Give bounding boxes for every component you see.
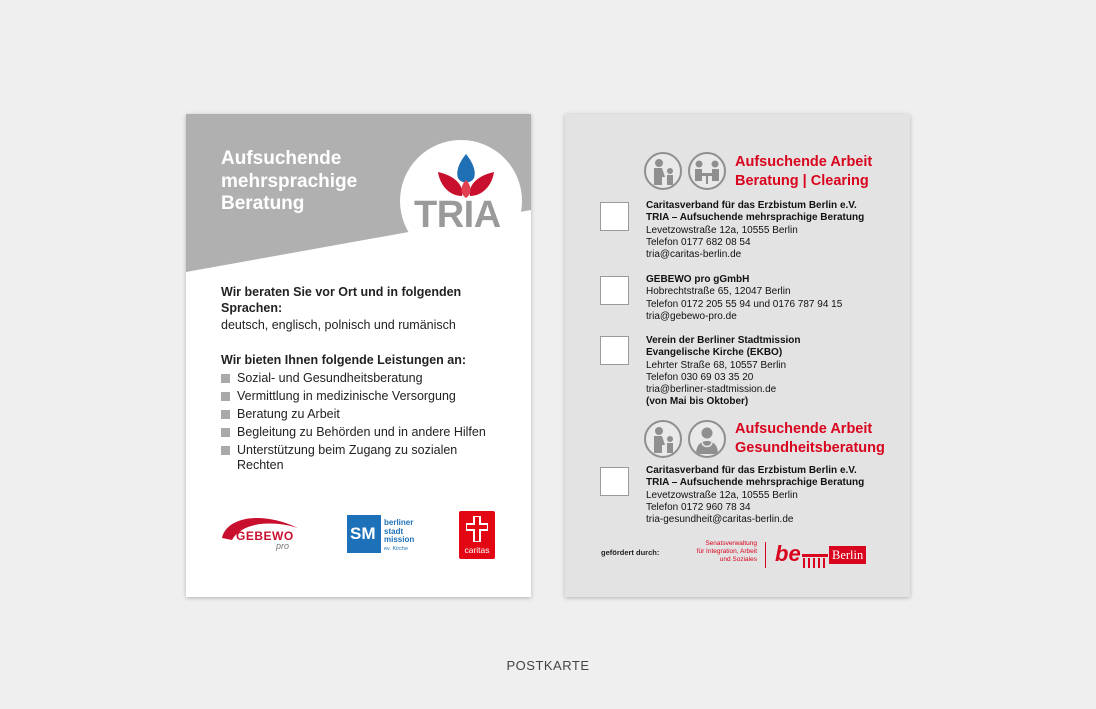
bullet-square-icon — [221, 446, 230, 455]
entry-address: Hobrechtstraße 65, 12047 Berlin — [646, 286, 791, 298]
consultation-table-icon — [688, 152, 726, 190]
entry-org: TRIA – Aufsuchende mehrsprachige Beratung — [646, 477, 865, 489]
title-line: mehrsprachige — [221, 170, 358, 192]
postcard-back — [565, 114, 910, 597]
gebewo-logo — [220, 512, 300, 556]
bullet-square-icon — [221, 410, 230, 419]
entry-org: GEBEWO pro gGmbH — [646, 274, 750, 285]
brandenburg-gate-icon — [802, 554, 828, 568]
entry-checkbox[interactable] — [600, 202, 629, 231]
entry-address: Lehrter Straße 68, 10557 Berlin — [646, 359, 787, 371]
heading-line: Aufsuchende Arbeit — [735, 154, 873, 170]
person-helping-icon — [644, 420, 682, 458]
entry-org: TRIA – Aufsuchende mehrsprachige Beratung — [646, 212, 865, 224]
berlin-logo-text: Berlin — [829, 546, 866, 564]
footer-divider — [765, 542, 766, 568]
doctor-icon — [688, 420, 726, 458]
languages-text: deutsch, englisch, polnisch und rumänisch — [221, 318, 456, 332]
entry-org: Caritasverband für das Erzbistum Berlin e.V. — [646, 200, 857, 211]
sm-line: berliner — [384, 518, 414, 527]
section-heading-health — [735, 420, 885, 458]
entry-phone: Telefon 0172 205 55 94 und 0176 787 94 15 — [646, 298, 843, 310]
service-item: Unterstützung beim Zugang zu sozialen Rechten — [221, 443, 477, 473]
sm-line: stadt — [384, 526, 404, 536]
heading-line: Beratung | Clearing — [735, 173, 869, 189]
service-item: Beratung zu Arbeit — [221, 407, 497, 422]
contact-entry — [646, 274, 842, 323]
entry-org: Evangelische Kirche (EKBO) — [646, 347, 783, 359]
senate-line: Senatsverwaltung — [705, 540, 757, 547]
gebewo-pro-text: pro — [276, 541, 290, 551]
sm-line: ev. Kirche — [384, 545, 409, 552]
contact-entry — [646, 465, 864, 526]
entry-email: tria@gebewo-pro.de — [646, 310, 737, 322]
caritas-logo — [459, 511, 495, 559]
caritas-cross-icon — [466, 516, 488, 542]
entry-checkbox[interactable] — [600, 276, 629, 305]
entry-org: Caritasverband für das Erzbistum Berlin e.V. — [646, 465, 857, 476]
services-heading: Wir bieten Ihnen folgende Leistungen an: — [221, 353, 467, 367]
contact-entry — [646, 335, 801, 409]
funded-by-label: gefördert durch: — [601, 548, 660, 557]
entry-email: tria@caritas-berlin.de — [646, 249, 742, 261]
tria-logo-text: TRIA — [414, 194, 501, 236]
languages-heading: Wir beraten Sie vor Ort und in folgenden Sprachen: — [221, 285, 462, 315]
postcard-front — [186, 114, 531, 597]
bullet-square-icon — [221, 392, 230, 401]
service-item: Begleitung zu Behörden und in andere Hilfen — [221, 425, 497, 440]
service-item: Vermittlung in medizinische Versorgung — [221, 389, 497, 404]
entry-address: Levetzowstraße 12a, 10555 Berlin — [646, 489, 798, 501]
bullet-square-icon — [221, 428, 230, 437]
senate-line: für Integration, Arbeit — [696, 548, 757, 555]
entry-checkbox[interactable] — [600, 467, 629, 496]
entry-phone: Telefon 0172 960 78 34 — [646, 501, 751, 513]
gebewo-text: GEBEWO — [236, 529, 294, 543]
heading-line: Aufsuchende Arbeit — [735, 421, 873, 437]
service-item: Sozial- und Gesundheitsberatung — [221, 371, 497, 386]
person-helping-icon — [644, 152, 682, 190]
caritas-text: caritas — [464, 545, 490, 555]
entry-checkbox[interactable] — [600, 336, 629, 365]
entry-address: Levetzowstraße 12a, 10555 Berlin — [646, 224, 798, 236]
be-logo-text: be — [775, 541, 801, 566]
entry-phone: Telefon 030 69 03 35 20 — [646, 371, 754, 383]
entry-email: tria-gesundheit@caritas-berlin.de — [646, 514, 794, 526]
title-line: Aufsuchende — [221, 148, 342, 169]
postcard-caption: POSTKARTE — [506, 658, 590, 673]
contact-entry — [646, 200, 864, 261]
sm-mark-text: SM — [350, 524, 376, 543]
stadtmission-logo-text — [384, 519, 414, 553]
bullet-square-icon — [221, 374, 230, 383]
sm-line: mission — [384, 535, 415, 544]
entry-email: tria@berliner-stadtmission.de — [646, 384, 777, 396]
entry-org: Verein der Berliner Stadtmission — [646, 335, 801, 346]
section-heading-clearing — [735, 153, 872, 191]
entry-phone: Telefon 0177 682 08 54 — [646, 236, 751, 248]
stadtmission-logo-mark — [347, 515, 381, 553]
entry-note: (von Mai bis Oktober) — [646, 396, 749, 408]
title-line: Beratung — [221, 193, 305, 214]
heading-line: Gesundheitsberatung — [735, 440, 885, 456]
senate-line: und Soziales — [719, 556, 757, 563]
front-title — [221, 148, 357, 216]
senate-text — [675, 540, 757, 564]
